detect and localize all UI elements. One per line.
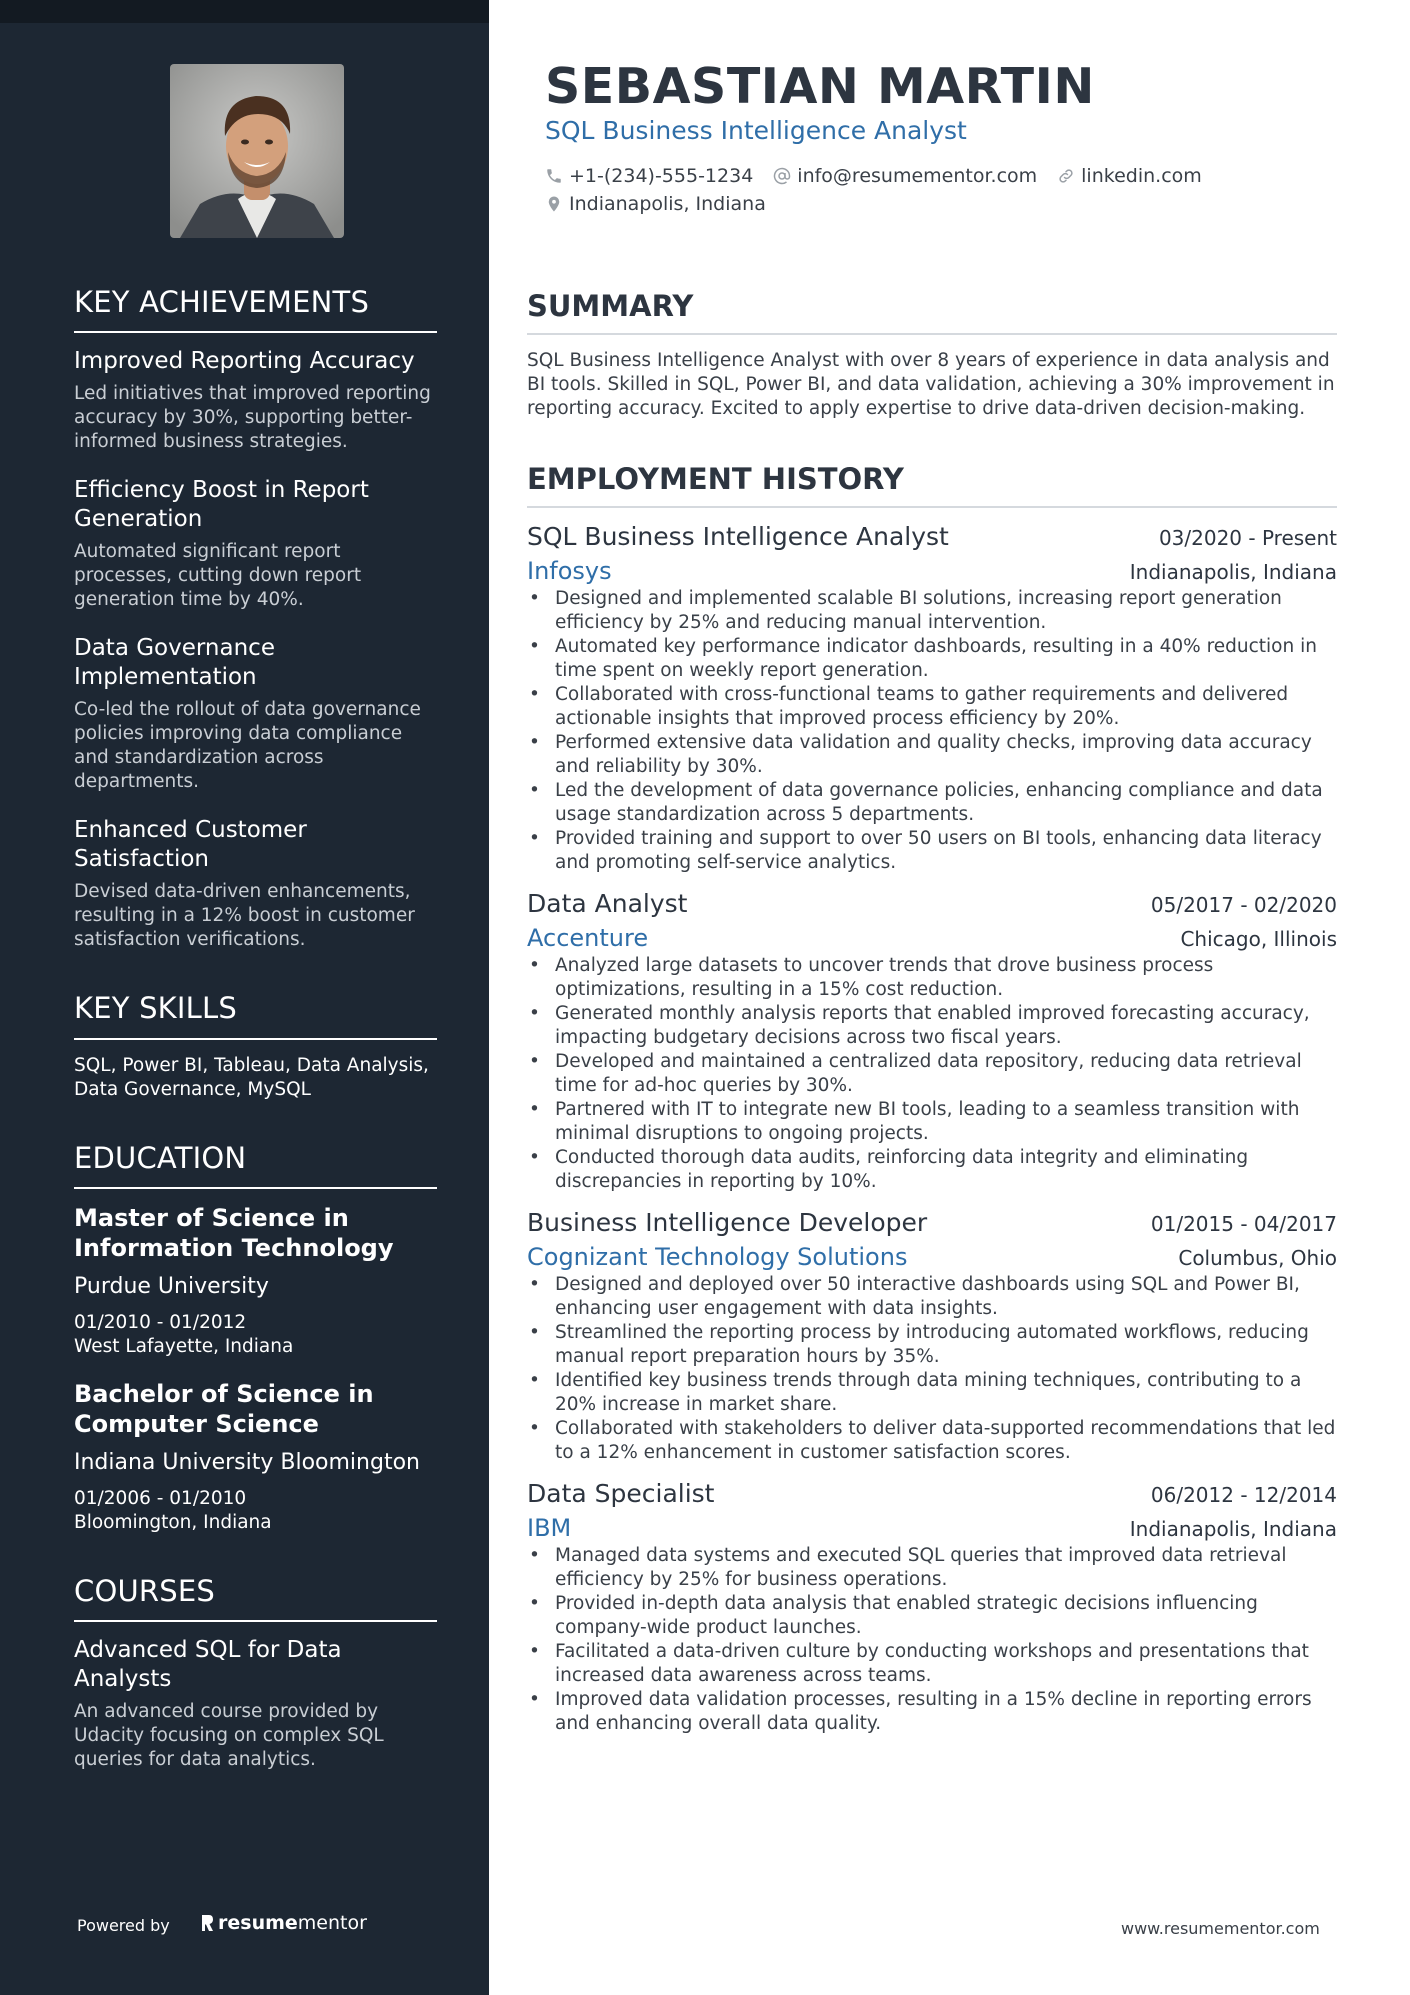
job-entry bbox=[527, 1479, 1337, 1736]
employment-heading: EMPLOYMENT HISTORY bbox=[527, 463, 1337, 508]
key-achievements-section bbox=[74, 286, 437, 952]
brand-name-light: mentor bbox=[297, 1912, 367, 1934]
job-company: Infosys bbox=[527, 557, 612, 586]
courses-heading: COURSES bbox=[74, 1575, 437, 1622]
job-bullet: • Performed extensive data validation and quality checks, improving data accuracy and reliability by 30%. bbox=[527, 731, 1337, 779]
candidate-name: SEBASTIAN MARTIN bbox=[545, 58, 1095, 115]
education-item bbox=[74, 1379, 437, 1535]
job-bullet: • Analyzed large datasets to uncover trends that drove business process optimizations, resulting in a 15% cost reduction. bbox=[527, 954, 1337, 1002]
job-header bbox=[527, 1479, 1337, 1508]
course-desc: An advanced course provided by Udacity focusing on complex SQL queries for data analytics. bbox=[74, 1701, 384, 1771]
sidebar-content bbox=[74, 286, 437, 1812]
job-bullet: • Managed data systems and executed SQL queries that improved data retrieval efficiency by 25% for business operations. bbox=[527, 1544, 1337, 1592]
education-dates: 01/2006 - 01/2010 bbox=[74, 1488, 247, 1510]
education-degree: Bachelor of Science in Computer Science bbox=[74, 1380, 374, 1439]
education-location: Bloomington, Indiana bbox=[74, 1512, 272, 1534]
key-skills-heading: KEY SKILLS bbox=[74, 992, 437, 1039]
education-degree: Master of Science in Information Technology bbox=[74, 1204, 394, 1263]
key-skills-section bbox=[74, 992, 437, 1101]
achievement-title: Enhanced Customer Satisfaction bbox=[74, 817, 307, 873]
course-title: Advanced SQL for Data Analysts bbox=[74, 1637, 342, 1693]
job-header bbox=[527, 522, 1337, 551]
phone-text: +1-(234)-555-1234 bbox=[569, 165, 754, 187]
job-bullet: • Collaborated with stakeholders to deliver data-supported recommendations that led to a 12% enhancement in customer satisfaction scores. bbox=[527, 1417, 1337, 1465]
linkedin-contact[interactable] bbox=[1057, 165, 1202, 187]
achievement-title: Efficiency Boost in Report Generation bbox=[74, 477, 369, 533]
job-location: Chicago, Illinois bbox=[1180, 927, 1337, 952]
job-bullet: • Conducted thorough data audits, reinforcing data integrity and eliminating discrepancies in reporting by 10%. bbox=[527, 1146, 1337, 1194]
education-school: Indiana University Bloomington bbox=[74, 1450, 420, 1476]
education-meta bbox=[74, 1487, 437, 1535]
job-bullet: • Improved data validation processes, resulting in a 15% decline in reporting errors and enhancing overall data quality. bbox=[527, 1688, 1337, 1736]
email-at-icon bbox=[773, 167, 791, 185]
job-bullets bbox=[527, 1544, 1337, 1736]
job-subheader bbox=[527, 557, 1337, 585]
education-location: West Lafayette, Indiana bbox=[74, 1336, 294, 1358]
achievement-item bbox=[74, 347, 437, 454]
sidebar bbox=[0, 0, 489, 1995]
job-entry bbox=[527, 522, 1337, 875]
achievement-desc: Devised data-driven enhancements, resulting in a 12% boost in customer satisfaction verifications. bbox=[74, 881, 415, 951]
education-meta bbox=[74, 1311, 437, 1359]
job-company: Accenture bbox=[527, 924, 649, 953]
candidate-role: SQL Business Intelligence Analyst bbox=[545, 116, 967, 145]
contact-row bbox=[545, 162, 1222, 190]
footer-url[interactable]: www.resumementor.com bbox=[1121, 1919, 1320, 1938]
sidebar-top-bar bbox=[0, 0, 489, 23]
phone-icon bbox=[545, 167, 563, 185]
contact-row bbox=[545, 190, 1222, 218]
achievement-desc: Led initiatives that improved reporting accuracy by 30%, supporting better-informed business strategies. bbox=[74, 383, 431, 453]
job-header bbox=[527, 1208, 1337, 1237]
job-title: SQL Business Intelligence Analyst bbox=[527, 522, 949, 552]
courses-section bbox=[74, 1575, 437, 1772]
contact-info bbox=[545, 162, 1222, 218]
achievement-title: Data Governance Implementation bbox=[74, 635, 275, 691]
job-subheader bbox=[527, 924, 1337, 952]
job-bullet: • Automated key performance indicator dashboards, resulting in a 40% reduction in time spent on weekly report generation. bbox=[527, 635, 1337, 683]
job-bullets bbox=[527, 954, 1337, 1194]
job-company: Cognizant Technology Solutions bbox=[527, 1243, 908, 1272]
job-title: Data Specialist bbox=[527, 1479, 715, 1509]
job-bullet: • Identified key business trends through data mining techniques, contributing to a 20% increase in market share. bbox=[527, 1369, 1337, 1417]
brand-logo[interactable] bbox=[200, 1912, 367, 1934]
job-location: Indianapolis, Indiana bbox=[1129, 560, 1337, 585]
job-bullet: • Designed and implemented scalable BI solutions, increasing report generation efficiency by 25% and reducing manual intervention. bbox=[527, 587, 1337, 635]
job-bullet: • Provided in-depth data analysis that enabled strategic decisions influencing company-wide product launches. bbox=[527, 1592, 1337, 1640]
job-bullet: • Streamlined the reporting process by introducing automated workflows, reducing manual report preparation hours by 35%. bbox=[527, 1321, 1337, 1369]
job-entry bbox=[527, 889, 1337, 1194]
job-location: Columbus, Ohio bbox=[1178, 1246, 1337, 1271]
education-heading: EDUCATION bbox=[74, 1142, 437, 1189]
phone-contact[interactable] bbox=[545, 165, 753, 187]
job-bullet: • Generated monthly analysis reports that enabled improved forecasting accuracy, impacting budgetary decisions across two fiscal years. bbox=[527, 1002, 1337, 1050]
achievement-desc: Automated significant report processes, cutting down report generation time by 40%. bbox=[74, 541, 362, 611]
achievement-desc: Co-led the rollout of data governance policies improving data compliance and standardization across departments. bbox=[74, 699, 421, 793]
job-subheader bbox=[527, 1243, 1337, 1271]
location-contact bbox=[545, 193, 766, 215]
achievement-item bbox=[74, 816, 437, 952]
job-bullets bbox=[527, 1273, 1337, 1465]
job-bullet: • Developed and maintained a centralized data repository, reducing data retrieval time for ad-hoc queries by 30%. bbox=[527, 1050, 1337, 1098]
education-item bbox=[74, 1203, 437, 1359]
job-header bbox=[527, 889, 1337, 918]
job-bullet: • Facilitated a data-driven culture by conducting workshops and presentations that increased data awareness across teams. bbox=[527, 1640, 1337, 1688]
job-bullet: • Designed and deployed over 50 interactive dashboards using SQL and Power BI, enhancing user engagement with data insights. bbox=[527, 1273, 1337, 1321]
education-dates: 01/2010 - 01/2012 bbox=[74, 1312, 247, 1334]
location-pin-icon bbox=[545, 195, 563, 213]
job-entry bbox=[527, 1208, 1337, 1465]
job-bullet: • Collaborated with cross-functional teams to gather requirements and delivered actionable insights that improved process efficiency by 20%. bbox=[527, 683, 1337, 731]
brand-name-bold: resume bbox=[218, 1912, 298, 1934]
job-dates: 06/2012 - 12/2014 bbox=[1150, 1483, 1337, 1508]
job-dates: 01/2015 - 04/2017 bbox=[1150, 1212, 1337, 1237]
education-school: Purdue University bbox=[74, 1274, 269, 1300]
employment-section bbox=[527, 463, 1337, 1750]
education-section bbox=[74, 1142, 437, 1535]
skills-list: SQL, Power BI, Tableau, Data Analysis, Data Governance, MySQL bbox=[74, 1054, 429, 1100]
job-subheader bbox=[527, 1514, 1337, 1542]
profile-photo bbox=[170, 64, 344, 238]
link-icon bbox=[1057, 167, 1075, 185]
summary-text: SQL Business Intelligence Analyst with over 8 years of experience in data analysis and BI tools. Skilled in SQL, Power BI, and data validation, achieving a 30% improvement in reporting accuracy. Excited to apply expertise to drive data-driven decision-making. bbox=[527, 350, 1335, 420]
job-dates: 03/2020 - Present bbox=[1158, 526, 1337, 551]
location-text: Indianapolis, Indiana bbox=[569, 193, 766, 215]
job-bullets bbox=[527, 587, 1337, 875]
brand-icon bbox=[200, 1913, 214, 1933]
email-contact[interactable] bbox=[773, 165, 1037, 187]
linkedin-text: linkedin.com bbox=[1081, 165, 1202, 187]
job-location: Indianapolis, Indiana bbox=[1129, 1517, 1337, 1542]
job-company: IBM bbox=[527, 1514, 572, 1543]
achievement-item bbox=[74, 634, 437, 794]
job-bullet: • Led the development of data governance policies, enhancing compliance and data usage standardization across 5 departments. bbox=[527, 779, 1337, 827]
achievement-title: Improved Reporting Accuracy bbox=[74, 348, 415, 375]
job-title: Data Analyst bbox=[527, 889, 688, 919]
job-dates: 05/2017 - 02/2020 bbox=[1150, 893, 1337, 918]
email-text: info@resumementor.com bbox=[797, 165, 1038, 187]
job-bullet: • Partnered with IT to integrate new BI tools, leading to a seamless transition with minimal disruptions to ongoing projects. bbox=[527, 1098, 1337, 1146]
achievement-item bbox=[74, 476, 437, 612]
summary-section bbox=[527, 290, 1337, 421]
job-title: Business Intelligence Developer bbox=[527, 1208, 928, 1238]
job-bullet: • Provided training and support to over 50 users on BI tools, enhancing data literacy and promoting self-service analytics. bbox=[527, 827, 1337, 875]
summary-heading: SUMMARY bbox=[527, 290, 1337, 335]
key-achievements-heading: KEY ACHIEVEMENTS bbox=[74, 286, 437, 333]
powered-by-label: Powered by bbox=[77, 1916, 170, 1935]
